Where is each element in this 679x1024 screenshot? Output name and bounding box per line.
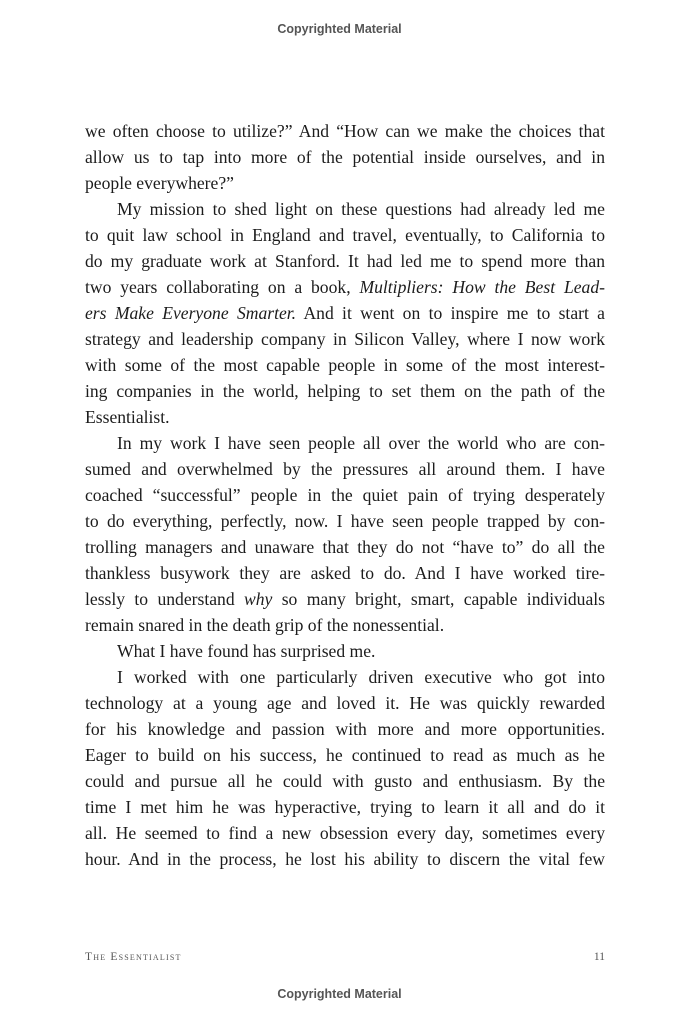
book-title-italic: ers Make Everyone Smarter. bbox=[85, 303, 297, 323]
text-run: so many bright, smart, capable individuals bbox=[272, 589, 605, 609]
page-number: 11 bbox=[593, 951, 605, 963]
text-line: all. He seemed to find a new obsession every day, sometimes every bbox=[85, 823, 605, 843]
text-line: sumed and overwhelmed by the pressures all around them. I have bbox=[85, 459, 605, 479]
text-line: allow us to tap into more of the potential inside ourselves, and in bbox=[85, 147, 605, 167]
page-body bbox=[85, 118, 605, 872]
text-line: technology at a young age and loved it. He was quickly rewarded bbox=[85, 693, 605, 713]
text-line: My mission to shed light on these questions had already led me bbox=[117, 199, 605, 219]
text-run: lessly to understand bbox=[85, 589, 245, 609]
text-line: for his knowledge and passion with more and more opportunities. bbox=[85, 719, 605, 739]
running-footer-title: The Essentialist bbox=[85, 951, 182, 963]
copyright-banner-top: Copyrighted Material bbox=[277, 22, 402, 36]
text-line: people everywhere?” bbox=[85, 173, 234, 193]
text-line: do my graduate work at Stanford. It had led me to spend more than bbox=[85, 251, 605, 271]
text-line: Eager to build on his success, he continued to read as much as he bbox=[85, 745, 605, 765]
text-line: hour. And in the process, he lost his ability to discern the vital few bbox=[85, 849, 605, 869]
text-line: with some of the most capable people in some of the most interest- bbox=[85, 355, 605, 375]
text-line: In my work I have seen people all over the world who are con- bbox=[117, 433, 605, 453]
text-line: remain snared in the death grip of the nonessential. bbox=[85, 615, 445, 635]
text-line: to do everything, perfectly, now. I have seen people trapped by con- bbox=[85, 511, 605, 531]
text-run: two years collaborating on a book, bbox=[85, 277, 360, 297]
text-line bbox=[85, 274, 605, 300]
text-line: to quit law school in England and travel, eventually, to California to bbox=[85, 225, 605, 245]
text-line: Essentialist. bbox=[85, 407, 170, 427]
text-line: thankless busywork they are asked to do. And I have worked tire- bbox=[85, 563, 605, 583]
text-line: trolling managers and unaware that they do not “have to” do all the bbox=[85, 537, 605, 557]
text-line bbox=[85, 300, 605, 326]
text-line: we often choose to utilize?” And “How can we make the choices that bbox=[85, 121, 605, 141]
text-line: ing companies in the world, helping to set them on the path of the bbox=[85, 381, 605, 401]
book-title-italic: Multipliers: How the Best Lead- bbox=[359, 277, 605, 297]
text-line: I worked with one particularly driven executive who got into bbox=[117, 667, 605, 687]
text-line: time I met him he was hyperactive, trying to learn it all and do it bbox=[85, 797, 605, 817]
text-line: What I have found has surprised me. bbox=[117, 641, 376, 661]
text-line: coached “successful” people in the quiet pain of trying desperately bbox=[85, 485, 605, 505]
text-run: And it went on to inspire me to start a bbox=[296, 303, 605, 323]
text-line: could and pursue all he could with gusto and enthusiasm. By the bbox=[85, 771, 605, 791]
emphasis-word: why bbox=[244, 589, 273, 609]
text-line bbox=[85, 586, 605, 612]
copyright-banner-bottom: Copyrighted Material bbox=[277, 987, 402, 1001]
text-line: strategy and leadership company in Silicon Valley, where I now work bbox=[85, 329, 605, 349]
